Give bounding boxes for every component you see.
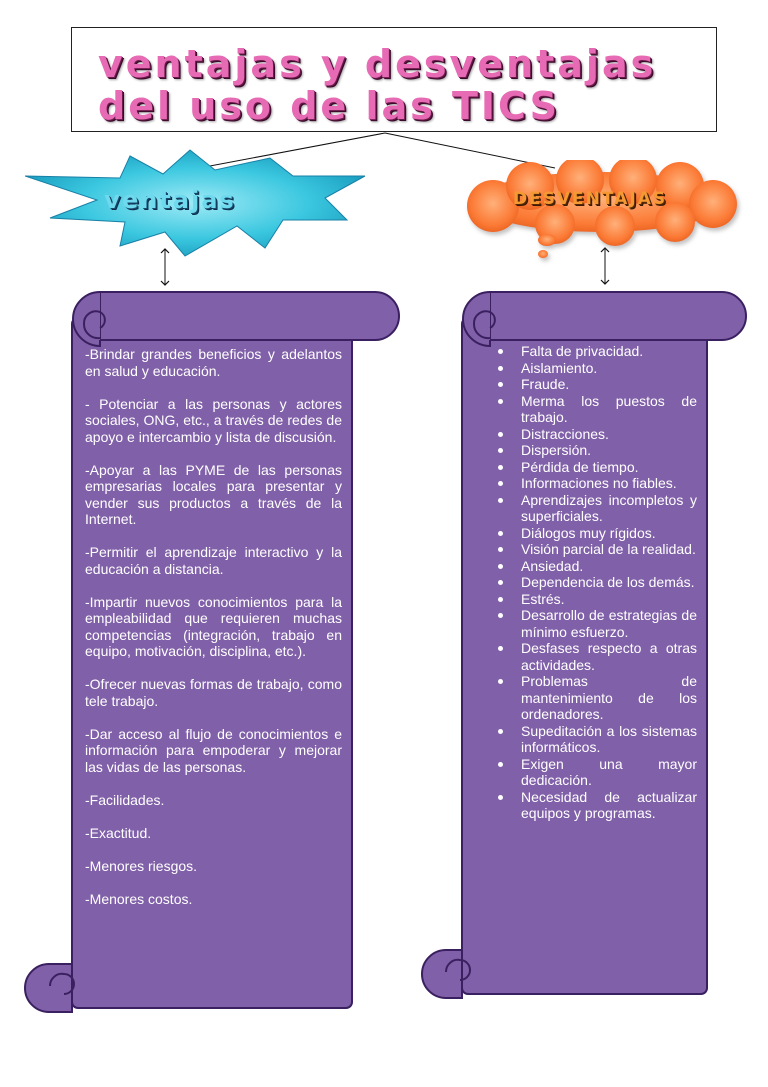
bullet-icon [498, 679, 503, 684]
bullet-icon [498, 762, 503, 767]
desventajas-item: Aprendizajes incompletos y superficiales. [497, 492, 697, 525]
ventajas-item: -Exactitud. [85, 824, 152, 841]
bullet-icon [498, 729, 503, 734]
desventajas-item: Visión parcial de la realidad. [497, 541, 697, 558]
desventajas-item: Informaciones no fiables. [497, 475, 697, 492]
ventajas-list [85, 346, 342, 924]
desventajas-item: Pérdida de tiempo. [497, 459, 697, 476]
ventajas-item: -Brindar grandes beneficios y adelantos en salud y educación. [85, 346, 342, 379]
desventajas-item: Supeditación a los sistemas informáticos. [497, 723, 697, 756]
bullet-icon [498, 465, 503, 470]
desventajas-cloud-shape [455, 160, 745, 268]
desventajas-item: Merma los puestos de trabajo. [497, 393, 697, 426]
ventajas-item: -Permitir el aprendizaje interactivo y la educación a distancia. [85, 544, 342, 577]
bullet-icon [498, 399, 503, 404]
bullet-icon [498, 498, 503, 503]
desventajas-item: Estrés. [497, 591, 697, 608]
bullet-icon [498, 531, 503, 536]
title-line-1: ventajas y desventajas [98, 42, 657, 86]
desventajas-label: DESVENTAJAS [512, 189, 668, 209]
bullet-icon [498, 547, 503, 552]
desventajas-item: Desarrollo de estrategias de mínimo esfuerzo. [497, 607, 697, 640]
ventajas-item: -Dar acceso al flujo de conocimientos e información para empoderar y mejorar las vidas de las personas. [85, 725, 342, 775]
desventajas-item: Diálogos muy rígidos. [497, 525, 697, 542]
bullet-icon [498, 580, 503, 585]
desventajas-item: Dependencia de los demás. [497, 574, 697, 591]
desventajas-item: Dispersión. [497, 442, 697, 459]
desventajas-item: Necesidad de actualizar equipos y programas. [497, 789, 697, 822]
ventajas-item: -Ofrecer nuevas formas de trabajo, como tele trabajo. [85, 676, 342, 709]
bullet-icon [498, 646, 503, 651]
bullet-icon [498, 564, 503, 569]
bullet-icon [498, 597, 503, 602]
bullet-icon [498, 448, 503, 453]
ventajas-item: -Menores riesgos. [85, 857, 198, 874]
desventajas-item: Desfases respecto a otras actividades. [497, 640, 697, 673]
desventajas-item: Distracciones. [497, 426, 697, 443]
bullet-icon [498, 382, 503, 387]
bullet-icon [498, 349, 503, 354]
ventajas-item: -Apoyar a las PYME de las personas empresarias locales para presentar y vender sus productos a través de la Internet. [85, 461, 342, 527]
bullet-icon [498, 481, 503, 486]
ventajas-item: -Impartir nuevos conocimientos para la empleabilidad que requieren muchas competencias (integración, trabajo en equipo, motivación, disciplina, etc.). [85, 593, 342, 659]
desventajas-item: Aislamiento. [497, 360, 697, 377]
desventajas-item: Ansiedad. [497, 558, 697, 575]
ventajas-item: -Menores costos. [85, 890, 193, 907]
ventajas-label: ventajas [104, 186, 236, 214]
desventajas-item: Exigen una mayor dedicación. [497, 756, 697, 789]
ventajas-item: -Facilidades. [85, 791, 165, 808]
desventajas-list [497, 343, 697, 822]
bullet-icon [498, 613, 503, 618]
desventajas-item: Falta de privacidad. [497, 343, 697, 360]
bullet-icon [498, 432, 503, 437]
title-line-2: del uso de las TICS [98, 84, 560, 128]
desventajas-item: Fraude. [497, 376, 697, 393]
bullet-icon [498, 795, 503, 800]
desventajas-item: Problemas de mantenimiento de los ordenadores. [497, 673, 697, 723]
ventajas-item: - Potenciar a las personas y actores sociales, ONG, etc., a través de redes de apoyo e intercambio y lista de discusión. [85, 395, 342, 445]
bullet-icon [498, 366, 503, 371]
title-box [71, 27, 717, 132]
